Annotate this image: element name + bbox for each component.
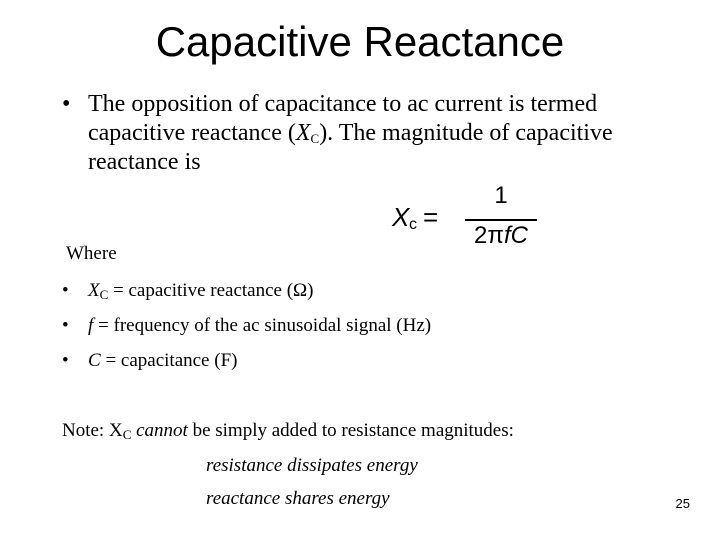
note-text [62,420,514,442]
definition-description: = capacitive reactance (Ω) [108,280,314,301]
note-line-dissipates: resistance dissipates energy [206,455,418,476]
formula-denominator [465,222,537,250]
formula-lhs-subscript: c [409,216,417,233]
note-line-shares: reactance shares energy [206,488,390,509]
definition-text [88,280,313,302]
definition-description: = frequency of the ac sinusoidal signal (Hz) [93,315,432,336]
reactance-formula [392,182,552,262]
intro-text-before: The opposition of capacitance to ac current is termed capacitive reactance ( [88,91,598,146]
definition-subscript: C [99,287,109,302]
slide-title: Capacitive Reactance [155,18,565,65]
bullet-marker: • [62,350,69,371]
definition-description: = capacitance (F) [100,350,238,371]
intro-symbol-x: X [295,120,311,146]
definition-text [88,315,431,337]
note-suffix: be simply added to resistance magnitudes: [187,420,514,441]
bullet-marker: • [62,280,69,301]
where-label: Where [66,243,117,264]
definition-text [88,350,237,372]
definition-symbol: X [88,280,100,301]
fraction-bar [465,219,537,221]
formula-numerator: 1 [494,182,508,209]
definition-symbol: f [88,315,94,336]
formula-equals: = [423,202,439,232]
intro-symbol-subscript: C [310,131,320,146]
page-number: 25 [675,496,690,511]
formula-denominator-var: fC [503,222,528,249]
formula-lhs-symbol: X [392,202,410,232]
definition-symbol: C [88,350,101,371]
bullet-marker: • [62,315,69,336]
note-subscript: C [122,427,132,442]
formula-denominator-prefix: 2π [474,222,504,249]
intro-text [88,90,698,177]
note-prefix: Note: X [62,420,123,441]
intro-text-after: ). The magnitude of capacitive reactance is [88,120,613,175]
note-emphasis: cannot [136,420,188,441]
bullet-marker: • [62,91,71,117]
